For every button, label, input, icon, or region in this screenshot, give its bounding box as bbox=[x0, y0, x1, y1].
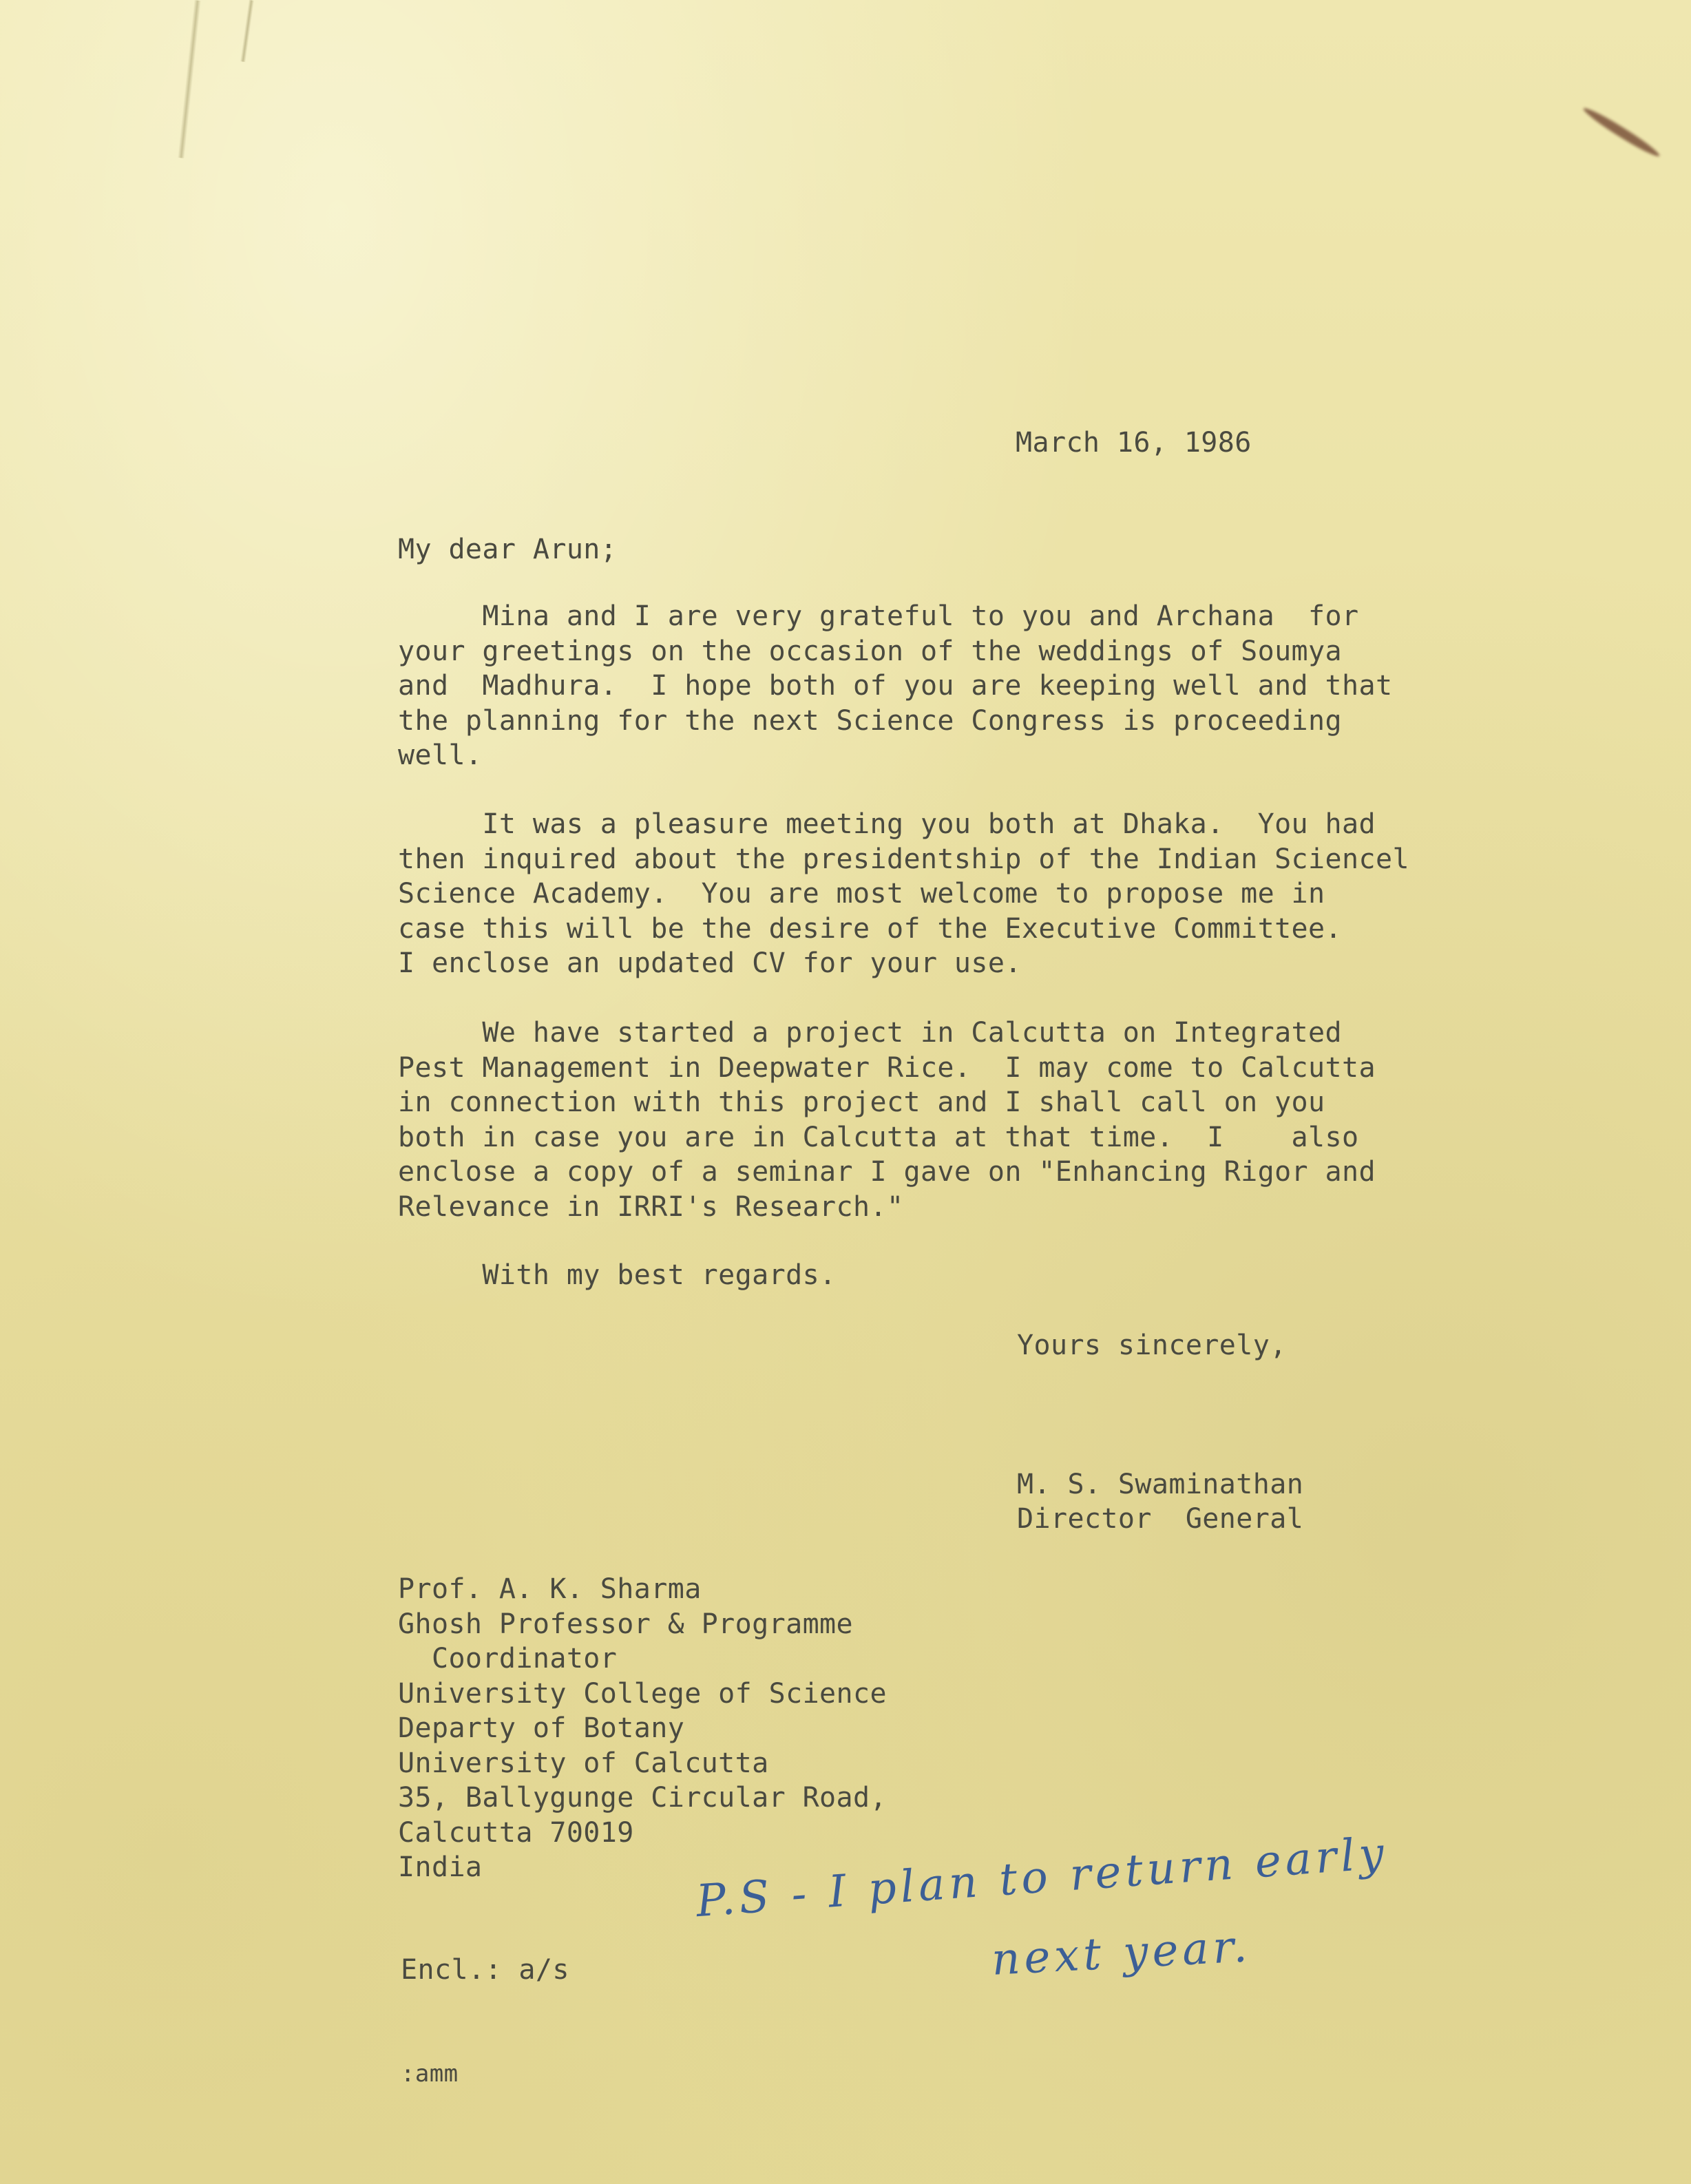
postscript-line-2: next year. bbox=[990, 1921, 1253, 1986]
handwritten-postscript bbox=[682, 1825, 1563, 2017]
body-paragraph-1: Mina and I are very grateful to you and Archana for your greetings on the occasion of the weddings of Soumya and Madhura. I hope both of you are keeping well and that the planning for the next Science Congress is proceeding well. bbox=[398, 600, 1393, 771]
paper-stain bbox=[1581, 105, 1662, 160]
salutation: My dear Arun; bbox=[398, 534, 618, 565]
recipient-address: Prof. A. K. Sharma Ghosh Professor & Programme Coordinator University College of Science Departy of Botany University of Calcutta 35, Ballygunge Circular Road, Calcutta 70019 India bbox=[398, 1573, 887, 1883]
paper-crease bbox=[178, 0, 201, 158]
body-paragraph-4: With my best regards. bbox=[398, 1259, 837, 1291]
signatory-title: Director General bbox=[1017, 1503, 1304, 1535]
body-paragraph-2: It was a pleasure meeting you both at Dhaka. You had then inquired about the presidentship of the Indian Sciencel Science Academy. You are most welcome to propose me in case this will be the desire of the Executive Committee. I enclose an updated CV for your use. bbox=[398, 808, 1409, 979]
letter-date: March 16, 1986 bbox=[1016, 427, 1252, 459]
body-paragraph-3: We have started a project in Calcutta on Integrated Pest Management in Deepwater Rice. I may come to Calcutta in connection with this project and I shall call on you both in case you are in Calcutta at that time. I also enclose a copy of a seminar I gave on "Enhancing Rigor and Relevance in IRRI's Research." bbox=[398, 1017, 1376, 1223]
signatory-name: M. S. Swaminathan bbox=[1017, 1469, 1304, 1500]
paper-crease bbox=[240, 0, 254, 62]
postscript-line-1: P.S - I plan to return early bbox=[694, 1827, 1390, 1928]
closing: Yours sincerely, bbox=[1017, 1330, 1287, 1361]
typist-reference: :amm bbox=[401, 2060, 459, 2088]
enclosure-note: Encl.: a/s bbox=[401, 1954, 569, 1986]
